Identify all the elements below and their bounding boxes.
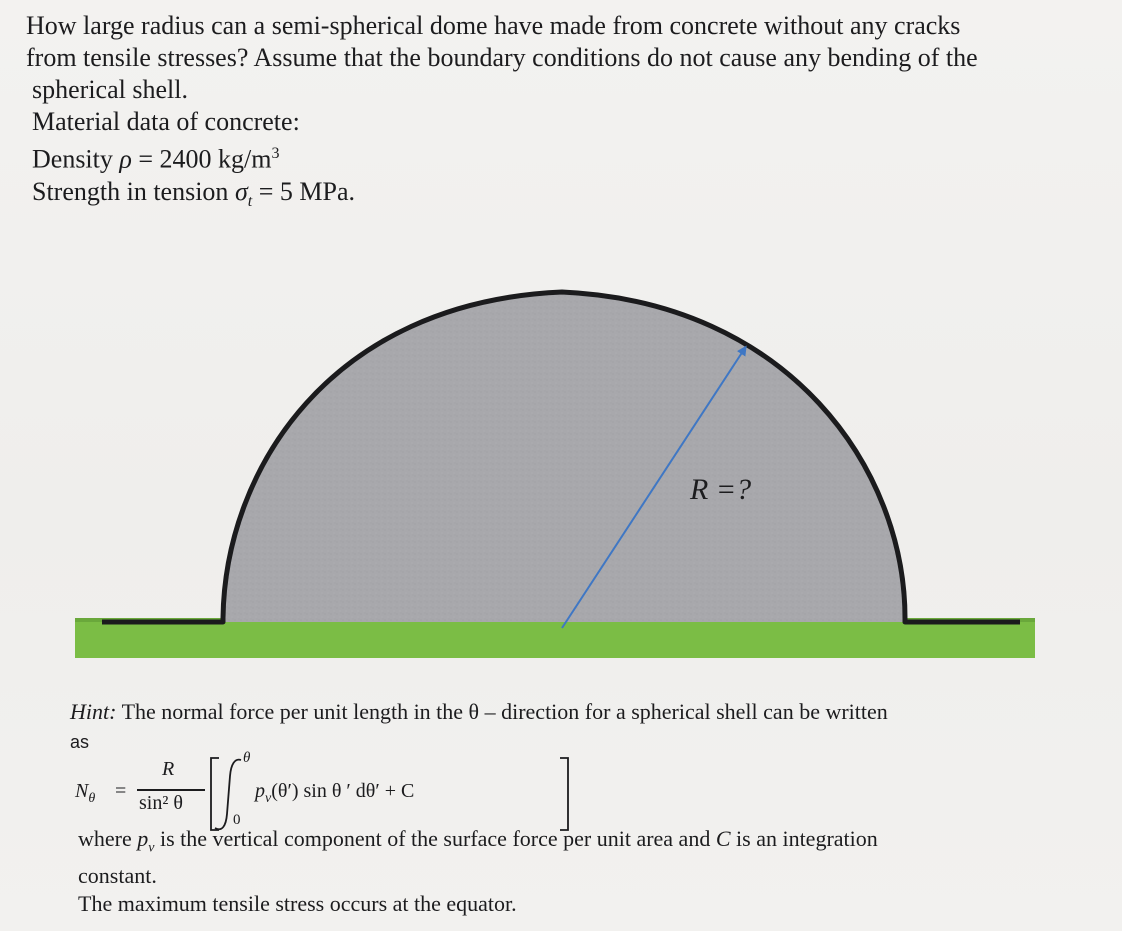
density-symbol: ρ <box>119 144 132 174</box>
dome-body <box>223 292 905 622</box>
hint-paragraph <box>70 697 1070 757</box>
material-heading: Material data of concrete: <box>32 107 300 136</box>
footer-paragraph <box>78 825 1078 918</box>
eq-integrand: $p_v(\theta')$ sin θ ′ dθ′ + C <box>255 780 415 806</box>
eq-lower-limit: 0 <box>233 812 241 828</box>
dome-diagram <box>0 270 1122 670</box>
hint-label: Hint: <box>70 699 117 724</box>
density-line <box>26 138 1086 176</box>
eq-upper-limit: θ <box>243 750 251 766</box>
radius-label: R =? <box>690 473 752 506</box>
where-line: where $p_v$ is the vertical component of the surface force per unit area and C is an integration <box>78 826 878 856</box>
density-value: = 2400 kg/m <box>138 144 272 174</box>
problem-line-1: How large radius can a semi-spherical dome have made from concrete without any cracks <box>26 11 961 40</box>
eq-lhs: $N_\theta$ <box>75 780 96 806</box>
strength-symbol: $\sigma_t$ <box>234 176 253 210</box>
strength-value: = 5 MPa. <box>258 176 355 206</box>
hint-text: The normal force per unit length in the θ – direction for a spherical shell can be written <box>121 699 888 724</box>
eq-equals: = <box>115 780 127 802</box>
hint-text-cont: as <box>70 732 90 752</box>
problem-line-3: spherical shell. <box>32 75 188 104</box>
strength-label: Strength in tension <box>32 176 229 206</box>
eq-fraction-bar <box>137 789 205 791</box>
problem-statement <box>26 10 1086 218</box>
problem-line-2: from tensile stresses? Assume that the boundary conditions do not cause any bending of the <box>26 43 978 72</box>
strength-line <box>26 176 1086 218</box>
eq-numerator: R <box>162 758 175 780</box>
ground-strip <box>75 620 1035 658</box>
n-theta-equation <box>75 752 595 834</box>
density-exponent: 3 <box>271 145 280 162</box>
density-label: Density <box>32 144 113 174</box>
constant-line: constant. <box>78 863 157 889</box>
eq-denominator: sin² θ <box>139 792 183 814</box>
max-stress-line: The maximum tensile stress occurs at the equator. <box>78 891 517 917</box>
